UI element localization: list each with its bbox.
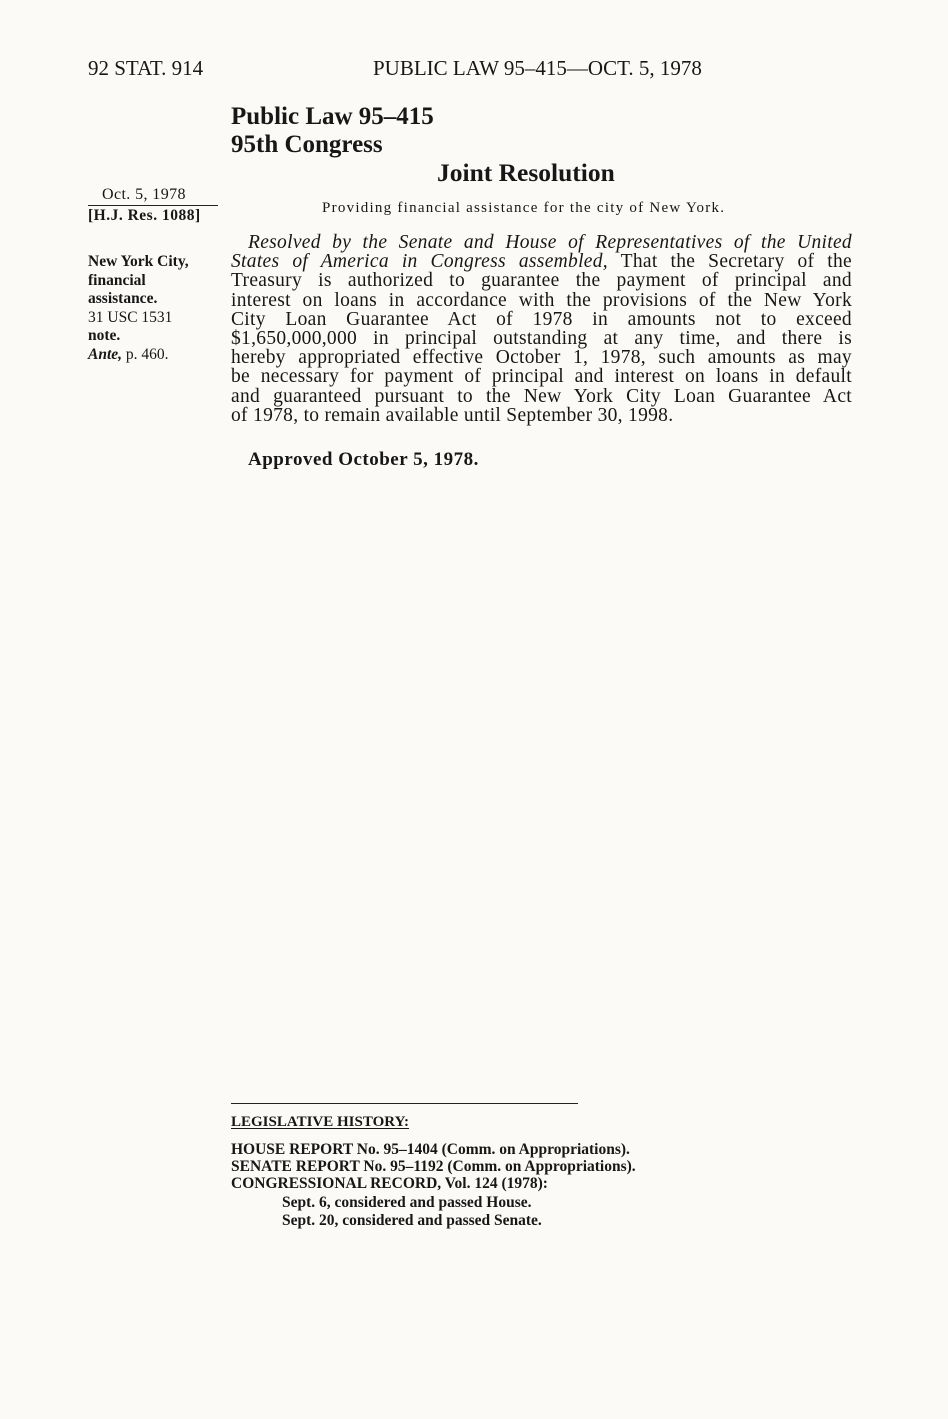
margin-topic-line: assistance. [88,290,158,308]
congressional-record-entry: CONGRESSIONAL RECORD, Vol. 124 (1978): [231,1175,548,1192]
margin-bill-number: [H.J. Res. 1088] [88,207,201,224]
enacting-clause: States of America in Congress assembled, [231,251,608,273]
law-number-heading: Public Law 95–415 [231,103,434,130]
body-line: $1,650,000,000 in principal outstanding at any time, and there is [231,328,852,350]
margin-ante-reference [88,346,189,365]
body-line: interest on loans in accordance with the provisions of the New York [231,289,852,311]
margin-topic-line: New York City, [88,253,189,270]
senate-action-entry: Sept. 20, considered and passed Senate. [282,1212,542,1229]
ante-page: p. 460. [122,345,169,363]
margin-citation-line: note. [88,327,121,345]
house-report-entry: HOUSE REPORT No. 95–1404 (Comm. on Appropriations). [231,1141,630,1158]
body-line: be necessary for payment of principal and interest on loans in default [231,366,852,388]
margin-topic-line: financial [88,271,146,289]
margin-divider [88,205,218,206]
body-line: of 1978, to remain available until September 30, 1998. [231,404,674,426]
margin-date: Oct. 5, 1978 [102,186,186,203]
approval-date: Approved October 5, 1978. [248,449,479,470]
legislative-history-divider [231,1103,578,1104]
body-line [231,252,852,271]
body-line: City Loan Guarantee Act of 1978 in amounts not to exceed [231,308,852,330]
body-line: and guaranteed pursuant to the New York City Loan Guarantee Act [231,385,852,407]
legislative-history-heading: LEGISLATIVE HISTORY: [231,1114,410,1130]
congress-heading: 95th Congress [231,131,383,158]
document-type-heading: Joint Resolution [437,158,615,187]
margin-citation-line: 31 USC 1531 [88,308,173,326]
resolution-body [231,233,852,425]
stat-page-number: 92 STAT. 914 [88,56,204,80]
ante-word: Ante, [88,345,123,363]
body-line: hereby appropriated effective October 1, 1978, such amounts as may [231,347,852,369]
house-action-entry: Sept. 6, considered and passed House. [282,1194,532,1211]
running-title: PUBLIC LAW 95–415—OCT. 5, 1978 [373,56,702,80]
purpose-caption: Providing financial assistance for the city of New York. [322,200,726,216]
body-line: Treasury is authorized to guarantee the payment of principal and [231,270,852,292]
margin-notes [88,253,189,365]
body-line: Resolved by the Senate and House of Representatives of the United [248,232,852,253]
body-line-rest: That the Secretary of the [608,251,852,273]
senate-report-entry: SENATE REPORT No. 95–1192 (Comm. on Appropriations). [231,1158,636,1175]
